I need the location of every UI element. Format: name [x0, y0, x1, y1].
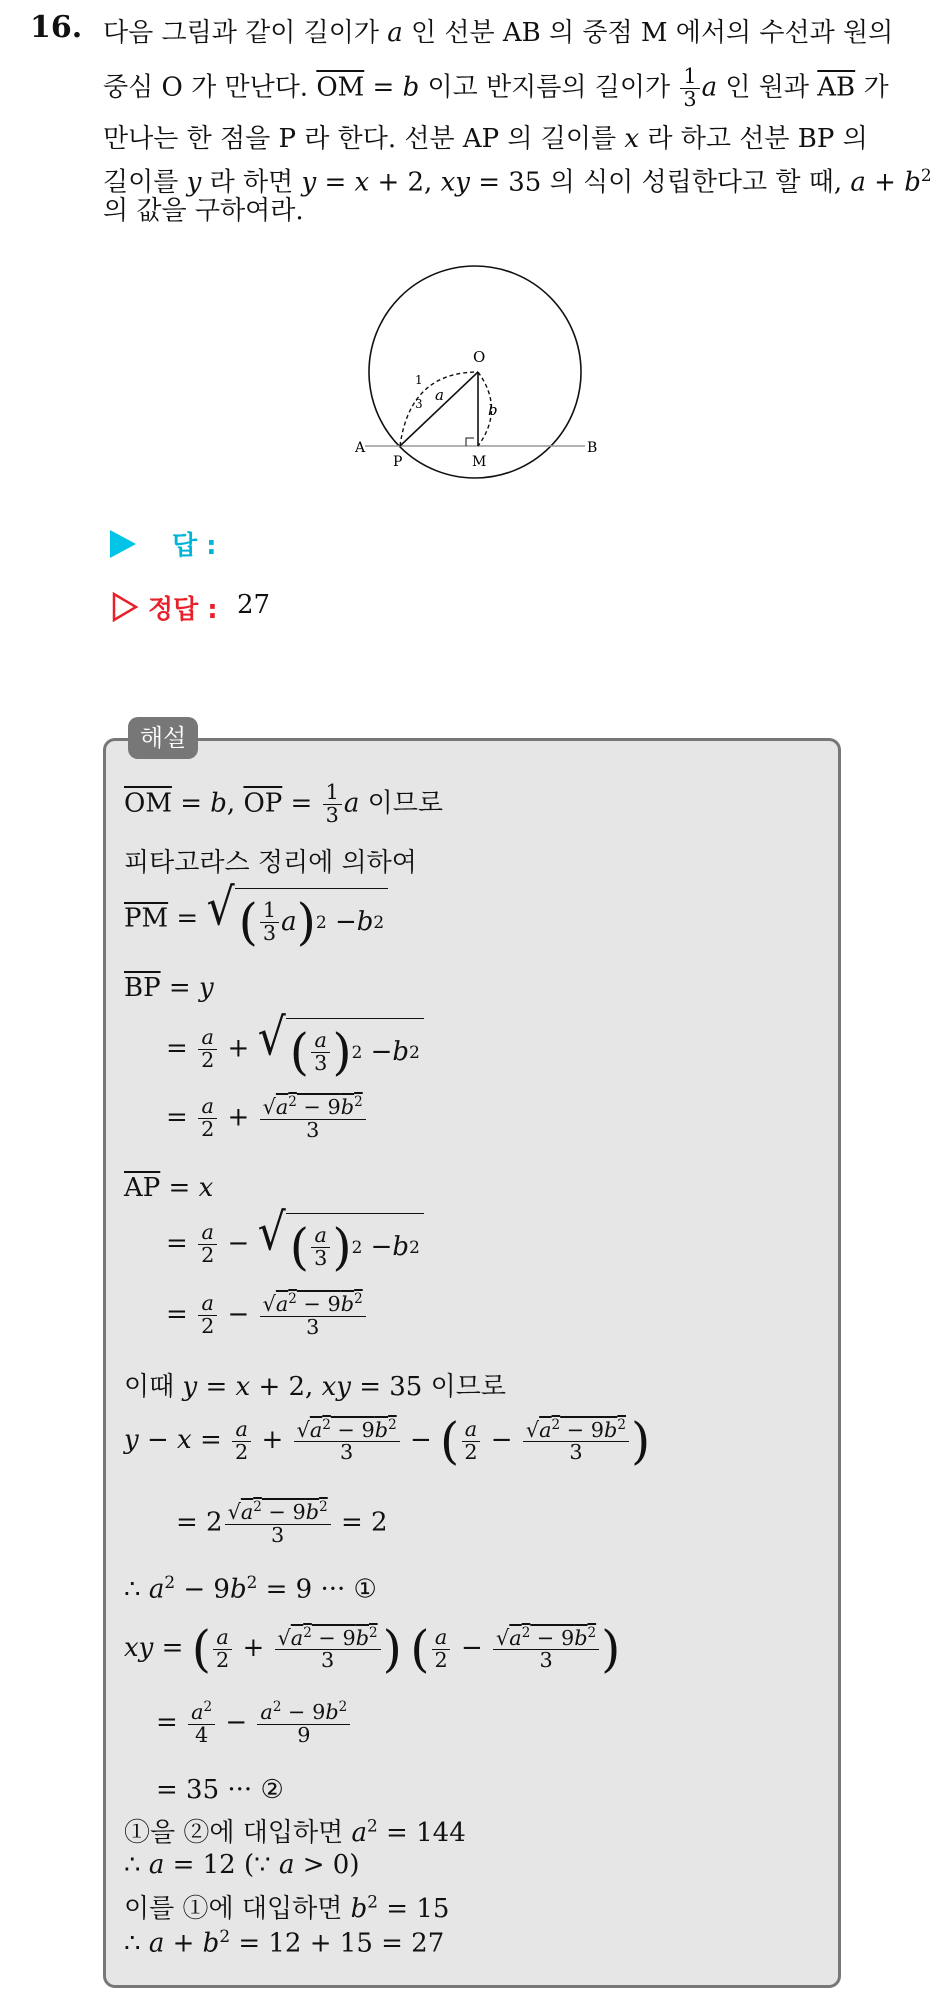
question-line-3: 만나는 한 점을 P 라 한다. 선분 AP 의 길이를 x 라 하고 선분 BP 의 — [103, 124, 868, 154]
label-a-point: A — [355, 440, 366, 456]
solution-line-bp-3: = $\frac{a}{2}$ + $\frac{√a^2 - 9b^2}{3}$ — [166, 1095, 368, 1142]
solution-line-ap-3: = $\frac{a}{2}$ − $\frac{√a^2 - 9b^2}{3}$ — [166, 1292, 368, 1339]
label-b-point: B — [587, 440, 598, 456]
solution-line-bp-2: = $\frac{a}{2}$ + √ ( $\frac{a}{3}$ ) 2 − b 2 — [166, 1018, 424, 1081]
solution-line-eq1: ∴ $a^2 - 9b^2 = 9$ ··· ① — [124, 1572, 377, 1605]
question-number: 16. — [30, 10, 83, 45]
solution-tag: 해설 — [128, 717, 198, 759]
answer-label: 답 : — [172, 531, 217, 561]
solution-line-subst-1: ①을 ②에 대입하면 $a^2 = 144$ — [124, 1815, 466, 1848]
solution-line-ittae: 이때 y = x + 2, xy = 35 이므로 — [124, 1372, 506, 1402]
right-angle-mark — [466, 438, 474, 446]
question-line-5: 의 값을 구하여라. — [103, 196, 304, 226]
correct-answer-label: 정답 : — [148, 595, 218, 625]
solution-line-ap: $\overline{AP} = x$ — [124, 1173, 214, 1203]
answer-play-icon — [110, 530, 136, 558]
label-m: M — [472, 454, 487, 470]
label-third-num: 1 — [415, 373, 423, 387]
correct-play-outline-icon — [112, 592, 138, 622]
label-a: a — [435, 386, 444, 404]
label-o: O — [473, 348, 486, 366]
solution-line-2: 피타고라스 정리에 의하여 — [124, 848, 417, 878]
solution-line-xy: xy = ( $\frac{a}{2}$ + $\frac{√a^2 - 9b^2}{3}$ ) ( $\frac{a}{2}$ − $\frac{√a^2 - 9b^2}{3}$ ) — [124, 1620, 621, 1678]
solution-line-bp: $\overline{BP} = y$ — [124, 973, 214, 1003]
correct-answer-value: 27 — [237, 590, 271, 620]
solution-line-final: ∴ $a + b^2 = 12 + 15 = 27$ — [124, 1926, 445, 1959]
label-b: b — [488, 401, 498, 419]
circle-figure — [355, 262, 598, 492]
solution-line-ap-2: = $\frac{a}{2}$ − √ ( $\frac{a}{3}$ ) 2 − b 2 — [166, 1213, 424, 1276]
solution-line-xy-2: = $\frac{a^2}{4}$ − $\frac{a^2 - 9b^2}{9}$ — [156, 1700, 352, 1747]
question-line-2: 중심 O 가 만난다. $\overline{OM} = b$ 이고 반지름의 길이가 $\frac{1}{3}$ a 인 원과 $\overline{AB}$ 가 — [103, 64, 889, 111]
segment-op — [400, 372, 478, 446]
label-third-den: 3 — [415, 397, 423, 411]
solution-line-eq2: = 35 ··· ② — [156, 1775, 284, 1805]
solution-line-y-minus-x-2: = 2 $\frac{√a^2 - 9b^2}{3}$ = 2 — [176, 1499, 388, 1547]
question-line-4: 길이를 y 라 하면 y = x + 2, xy = 35 의 식이 성립한다고 할 때, $a + b^2$ — [103, 165, 932, 198]
question-line-1: 다음 그림과 같이 길이가 a 인 선분 AB 의 중점 M 에서의 수선과 원의 — [103, 18, 894, 48]
solution-line-pm: $\overline{PM}$ = √ ( $\frac{1}{3}$ a ) 2 − b 2 — [124, 888, 388, 951]
solution-line-1: $\overline{OM} = b$, $\overline{OP}$ = $\frac{1}{3}$ a 이므로 — [124, 780, 443, 827]
solution-line-a: ∴ a = 12 (∵ a > 0) — [124, 1850, 360, 1880]
solution-line-subst-2: 이를 ①에 대입하면 $b^2 = 15$ — [124, 1891, 450, 1924]
label-p: P — [393, 454, 403, 470]
solution-line-y-minus-x: y − x = $\frac{a}{2}$ + $\frac{√a^2 - 9b^2}{3}$ − ( $\frac{a}{2}$ − $\frac{√a^2 - 9b^2}{3}$ ) — [124, 1412, 651, 1470]
